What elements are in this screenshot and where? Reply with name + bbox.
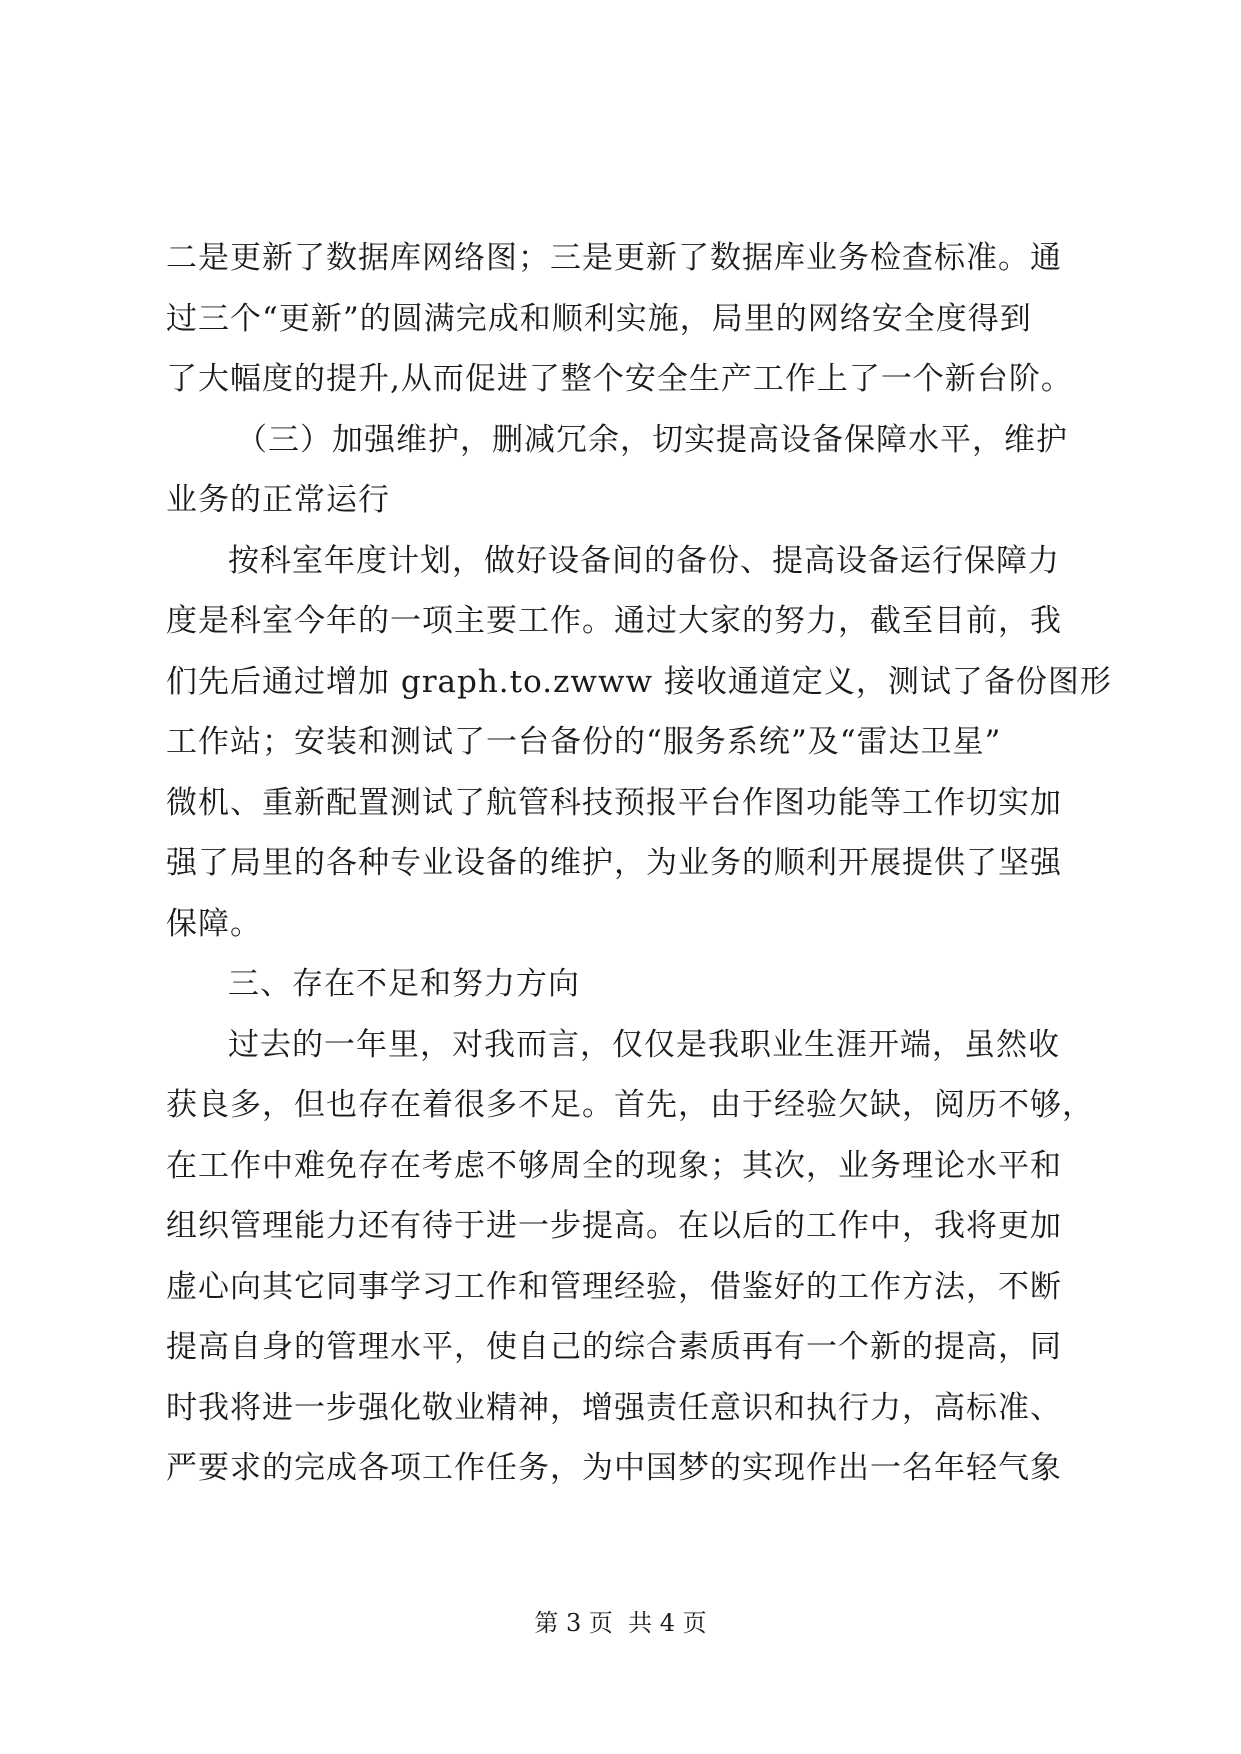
text-line: 们先后通过增加 graph.to.zwww 接收通道定义，测试了备份图形: [166, 663, 1112, 700]
text-line: 保障。: [166, 905, 262, 942]
section-heading: 三、存在不足和努力方向: [228, 966, 580, 1002]
section-heading: （三）加强维护，删减冗余，切实提高设备保障水平，维护: [236, 421, 1068, 458]
text-line: 严要求的完成各项工作任务，为中国梦的实现作出一名年轻气象: [166, 1450, 1062, 1486]
paragraph-start: 按科室年度计划，做好设备间的备份、提高设备运行保障力: [228, 542, 1060, 579]
text-line: 微机、重新配置测试了航管科技预报平台作图功能等工作切实加: [166, 784, 1062, 821]
page-number-footer: 第 3 页 共 4 页: [534, 1609, 707, 1637]
text-line: 过三个“更新”的圆满完成和顺利实施，局里的网络安全度得到: [166, 300, 1032, 337]
section-heading-continued: 业务的正常运行: [166, 482, 390, 518]
text-line: 了大幅度的提升,从而促进了整个安全生产工作上了一个新台阶。: [166, 361, 1073, 397]
text-line: 二是更新了数据库网络图；三是更新了数据库业务检查标准。通: [166, 240, 1062, 276]
text-line: 虚心向其它同事学习工作和管理经验，借鉴好的工作方法，不断: [166, 1268, 1062, 1305]
paragraph-start: 过去的一年里，对我而言，仅仅是我职业生涯开端，虽然收: [228, 1026, 1060, 1063]
body-text: [166, 228, 1126, 1499]
text-line: 工作站；安装和测试了一台备份的“服务系统”及“雷达卫星”: [166, 724, 1002, 760]
text-line: 提高自身的管理水平，使自己的综合素质再有一个新的提高，同: [166, 1329, 1062, 1365]
text-line: 组织管理能力还有待于进一步提高。在以后的工作中，我将更加: [166, 1208, 1062, 1244]
text-line: 度是科室今年的一项主要工作。通过大家的努力，截至目前，我: [166, 603, 1062, 639]
text-line: 获良多，但也存在着很多不足。首先，由于经验欠缺，阅历不够，: [166, 1087, 1094, 1123]
text-line: 强了局里的各种专业设备的维护，为业务的顺利开展提供了坚强: [166, 845, 1062, 881]
text-line: 时我将进一步强化敬业精神，增强责任意识和执行力，高标准、: [166, 1389, 1062, 1426]
text-line: 在工作中难免存在考虑不够周全的现象；其次，业务理论水平和: [166, 1147, 1062, 1184]
